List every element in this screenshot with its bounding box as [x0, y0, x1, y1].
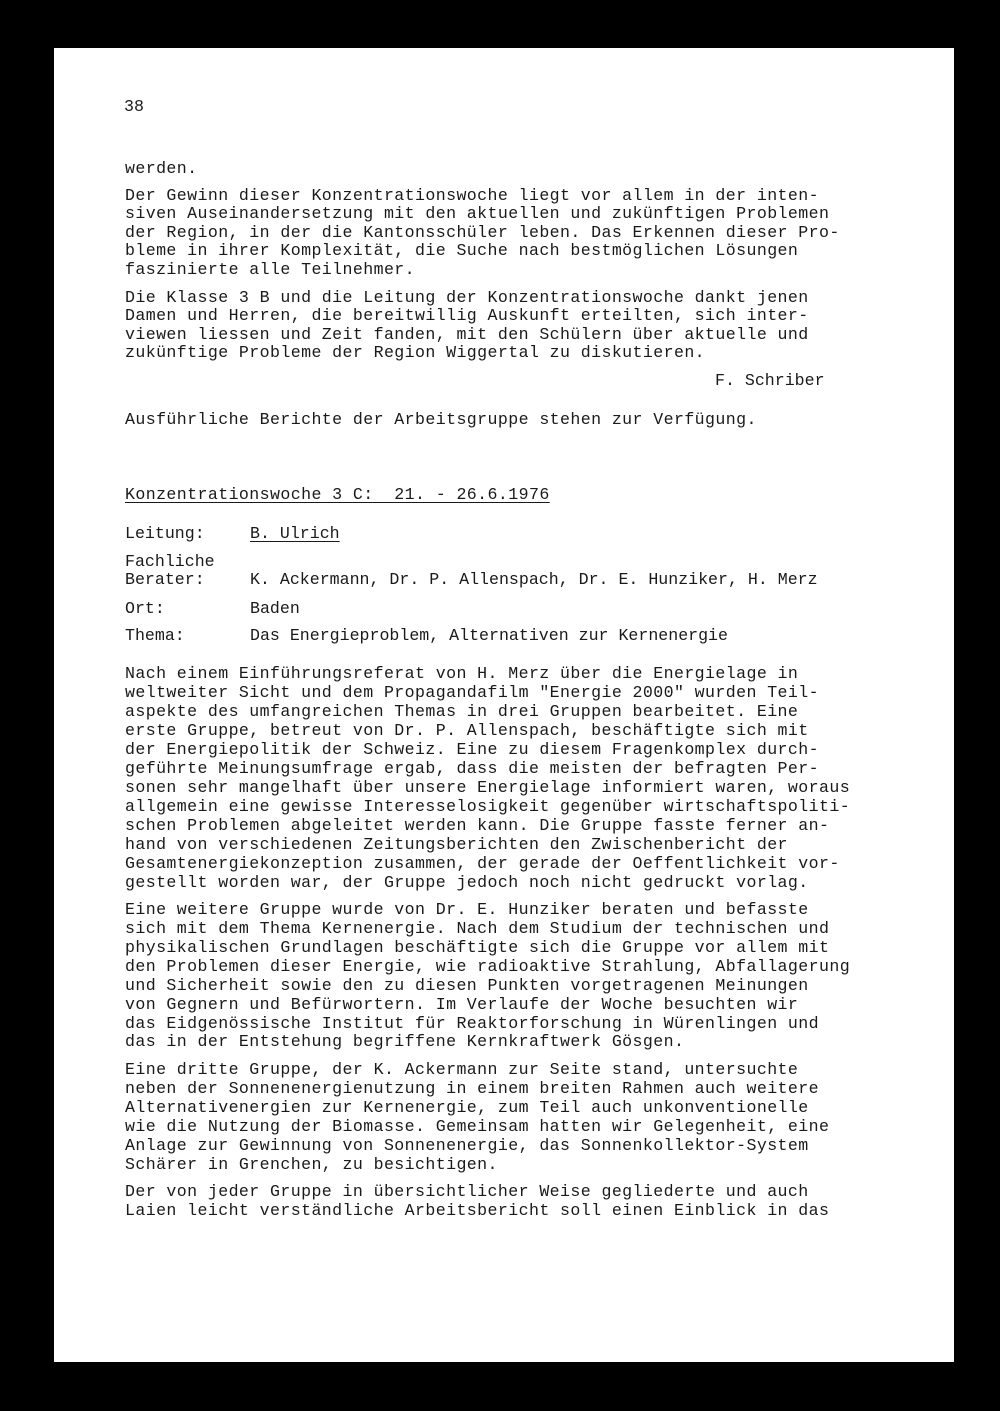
document-page: [54, 48, 954, 1362]
section-title: Konzentrationswoche 3 C: 21. - 26.6.1976: [125, 485, 550, 504]
berater-label-1: Fachliche: [125, 552, 215, 571]
text-line: aspekte des umfangreichen Themas in drei Gruppen bearbeitet. Eine: [125, 702, 799, 721]
text-line: faszinierte alle Teilnehmer.: [125, 260, 416, 279]
text-line: sich mit dem Thema Kernenergie. Nach dem Studium der technischen und: [125, 919, 830, 938]
text-line: Gesamtenergiekonzeption zusammen, der gerade der Oeffentlichkeit vor-: [125, 854, 840, 873]
text-line: das in der Entstehung begriffene Kernkraftwerk Gösgen.: [125, 1032, 685, 1051]
text-line: allgemein eine gewisse Interesselosigkeit gegenüber wirtschaftspoliti-: [125, 797, 851, 816]
text-line: Schärer in Grenchen, zu besichtigen.: [125, 1155, 498, 1174]
text-line: und Sicherheit sowie den zu diesen Punkten vorgetragenen Meinungen: [125, 976, 809, 995]
text-line: von Gegnern und Befürwortern. Im Verlaufe der Woche besuchten wir: [125, 995, 799, 1014]
text-line: schen Problemen abgeleitet werden kann. Die Gruppe fasste ferner an-: [125, 816, 830, 835]
text-line: Eine weitere Gruppe wurde von Dr. E. Hunziker beraten und befasste: [125, 900, 809, 919]
text-line: hand von verschiedenen Zeitungsberichten den Zwischenbericht der: [125, 835, 788, 854]
ort-label: Ort:: [125, 599, 165, 618]
text-line: weltweiter Sicht und dem Propagandafilm "Energie 2000" wurden Teil-: [125, 683, 819, 702]
text-line: Der Gewinn dieser Konzentrationswoche liegt vor allem in der inten-: [125, 186, 819, 205]
text-line: Damen und Herren, die bereitwillig Auskunft erteilten, sich inter-: [125, 306, 809, 325]
text-line: erste Gruppe, betreut von Dr. P. Allenspach, beschäftigte sich mit: [125, 721, 809, 740]
text-line: bleme in ihrer Komplexität, die Suche nach bestmöglichen Lösungen: [125, 241, 799, 260]
text-line: geführte Meinungsumfrage ergab, dass die meisten der befragten Per-: [125, 759, 819, 778]
leitung-value: B. Ulrich: [250, 524, 340, 543]
text-line: der Region, in der die Kantonsschüler leben. Das Erkennen dieser Pro-: [125, 223, 840, 242]
thema-label: Thema:: [125, 626, 185, 645]
text-line: wie die Nutzung der Biomasse. Gemeinsam hatten wir Gelegenheit, eine: [125, 1117, 830, 1136]
text-line: gestellt worden war, der Gruppe jedoch noch nicht gedruckt vorlag.: [125, 873, 809, 892]
text-line: zukünftige Probleme der Region Wiggertal zu diskutieren.: [125, 343, 706, 362]
reports-note: Ausführliche Berichte der Arbeitsgruppe stehen zur Verfügung.: [125, 410, 757, 429]
text-line: Alternativenergien zur Kernenergie, zum Teil auch unkonventionelle: [125, 1098, 809, 1117]
text-line: neben der Sonnenenergienutzung in einem breiten Rahmen auch weitere: [125, 1079, 819, 1098]
text-line: der Energiepolitik der Schweiz. Eine zu diesem Fragenkomplex durch-: [125, 740, 819, 759]
text-line: werden.: [125, 159, 198, 178]
text-line: das Eidgenössische Institut für Reaktorforschung in Würenlingen und: [125, 1014, 819, 1033]
text-line: physikalischen Grundlagen beschäftigte sich die Gruppe vor allem mit: [125, 938, 830, 957]
signature: F. Schriber: [715, 371, 825, 390]
text-line: Nach einem Einführungsreferat von H. Merz über die Energielage in: [125, 664, 799, 683]
text-line: sonen sehr mangelhaft über unsere Energielage informiert waren, woraus: [125, 778, 851, 797]
ort-value: Baden: [250, 599, 300, 618]
thema-value: Das Energieproblem, Alternativen zur Kernenergie: [250, 626, 728, 645]
text-line: den Problemen dieser Energie, wie radioaktive Strahlung, Abfallagerung: [125, 957, 851, 976]
text-line: viewen liessen und Zeit fanden, mit den Schülern über aktuelle und: [125, 325, 809, 344]
text-line: siven Auseinandersetzung mit den aktuellen und zukünftigen Problemen: [125, 204, 830, 223]
leitung-label: Leitung:: [125, 524, 205, 543]
text-line: Laien leicht verständliche Arbeitsbericht soll einen Einblick in das: [125, 1201, 830, 1220]
berater-label-2: Berater:: [125, 570, 205, 589]
page-number: 38: [124, 97, 144, 116]
text-line: Der von jeder Gruppe in übersichtlicher Weise gegliederte und auch: [125, 1182, 809, 1201]
berater-value: K. Ackermann, Dr. P. Allenspach, Dr. E. Hunziker, H. Merz: [250, 570, 818, 589]
text-line: Die Klasse 3 B und die Leitung der Konzentrationswoche dankt jenen: [125, 288, 809, 307]
text-line: Anlage zur Gewinnung von Sonnenenergie, das Sonnenkollektor-System: [125, 1136, 809, 1155]
text-line: Eine dritte Gruppe, der K. Ackermann zur Seite stand, untersuchte: [125, 1060, 799, 1079]
